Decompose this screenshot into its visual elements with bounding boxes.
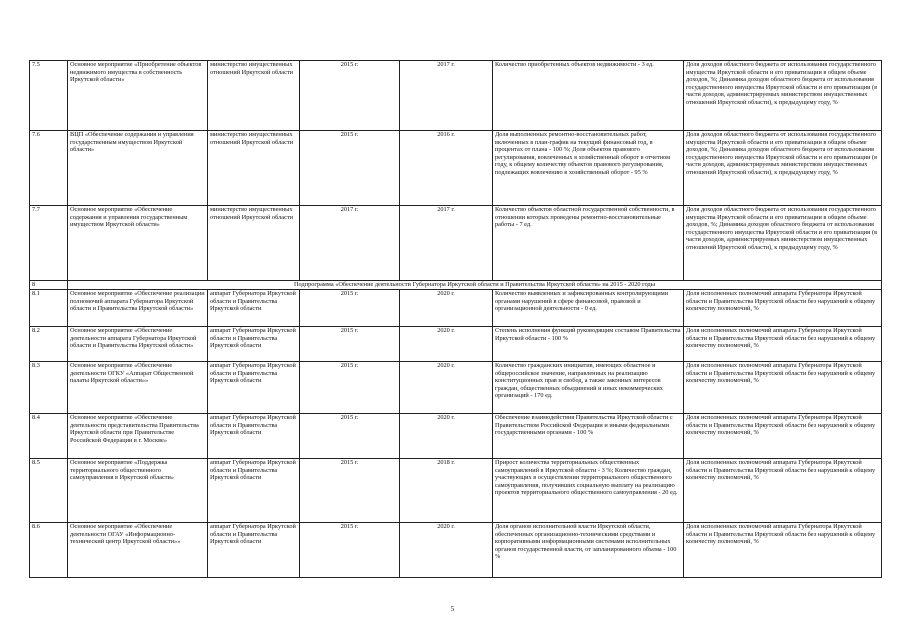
- executor: аппарат Губернатора Иркутской области и Правительства Иркутской области: [208, 362, 300, 414]
- activity-name: Основное мероприятие «Приобретение объектов недвижимого имущества в собственность Иркутской области»: [68, 61, 208, 131]
- expected-result: Доля выполненных ремонтно-восстановительных работ, включенных в план-график на текущий финансовый год, в процентах от плана - 100 %; Доля объектов правового регулирования, вовлеченных в хозяйственный оборот в отчетном году, к общему количеству объектов правового регулирования, подлежащих вовлечению в хозяйственный оборот - 95 %: [493, 131, 684, 206]
- row-number: 8.4: [30, 414, 68, 459]
- row-number: 8.1: [30, 290, 68, 327]
- activity-name: Основное мероприятие «Обеспечение деятельности ОГАУ «Информационно-технический центр Иркутской области»»: [68, 523, 208, 578]
- activity-name: Основное мероприятие «Обеспечение деятельности представительства Правительства Иркутской области при Правительстве Российской Федерации в г. Москве»: [68, 414, 208, 459]
- target-indicator: Доля исполненных полномочий аппарата Губернатора Иркутской области и Правительства Иркутской области без нарушений к общему количеству полномочий, %: [684, 459, 882, 523]
- expected-result: Степень исполнения функций руководящим составом Правительства Иркутской области - 100 %: [493, 327, 684, 362]
- row-number: 8.2: [30, 327, 68, 362]
- program-table: [29, 60, 882, 578]
- activity-name: ВЦП «Обеспечение содержания и управления государственным имуществом Иркутской области»: [68, 131, 208, 206]
- expected-result: Прирост количества территориальных общественных самоуправлений в Иркутской области - 3 %; Количество граждан, участвующих в осуществлении территориального общественного самоуправления, получивших социальную выплату на реализацию проектов территориального общественного самоуправления - 20 ед.: [493, 459, 684, 523]
- executor: аппарат Губернатора Иркутской области и Правительства Иркутской области: [208, 459, 300, 523]
- table-row: [30, 362, 882, 414]
- target-indicator: Доля исполненных полномочий аппарата Губернатора Иркутской области и Правительства Иркутской области без нарушений к общему количеству полномочий, %: [684, 327, 882, 362]
- table-row: [30, 523, 882, 578]
- subprogram-row: [30, 281, 882, 290]
- start-year: 2017 г.: [300, 206, 400, 281]
- start-year: 2015 г.: [300, 327, 400, 362]
- subprogram-number: 8: [30, 281, 68, 290]
- row-number: 8.6: [30, 523, 68, 578]
- end-year: 2020 г.: [400, 523, 493, 578]
- executor: аппарат Губернатора Иркутской области и Правительства Иркутской области: [208, 290, 300, 327]
- start-year: 2015 г.: [300, 290, 400, 327]
- table-row: [30, 290, 882, 327]
- subprogram-title: Подпрограмма «Обеспечение деятельности Губернатора Иркутской области и Правительства Иркутской области» на 2015 - 2020 годы: [68, 281, 882, 290]
- target-indicator: Доля доходов областного бюджета от использования государственного имущества Иркутской области и его приватизации в общем объеме доходов, %; Динамика доходов областного бюджета от использования государственного имущества Иркутской области и его приватизации (в части доходов, администрируемых министерством имущественных отношений Иркутской области), к предыдущему году, %: [684, 206, 882, 281]
- table-row: [30, 206, 882, 281]
- activity-name: Основное мероприятие «Обеспечение деятельности аппарата Губернатора Иркутской области и Правительства Иркутской области»: [68, 327, 208, 362]
- executor: министерство имущественных отношений Иркутской области: [208, 206, 300, 281]
- target-indicator: Доля исполненных полномочий аппарата Губернатора Иркутской области и Правительства Иркутской области без нарушений к общему количеству полномочий, %: [684, 523, 882, 578]
- end-year: 2020 г.: [400, 362, 493, 414]
- page-number: 5: [450, 605, 455, 613]
- expected-result: Обеспечение взаимодействия Правительства Иркутской области с Правительством Российской Федерации и иными федеральными государственными органами - 100 %: [493, 414, 684, 459]
- row-number: 7.5: [30, 61, 68, 131]
- activity-name: Основное мероприятие «Обеспечение деятельности ОГКУ «Аппарат Общественной палаты Иркутской области»»: [68, 362, 208, 414]
- expected-result: Количество гражданских инициатив, имеющих областное и общероссийское значение, направленных на реализацию конституционных прав и свобод, а также законных интересов граждан, общественных объединений и иных некоммерческих организаций - 170 ед.: [493, 362, 684, 414]
- table-row: [30, 414, 882, 459]
- start-year: 2015 г.: [300, 362, 400, 414]
- expected-result: Доля органов исполнительной власти Иркутской области, обеспеченных организационно-техническими средствами и корпоративными информационными системами исполнительных органов государственной власти, от запланированного объема - 100 %: [493, 523, 684, 578]
- row-number: 7.6: [30, 131, 68, 206]
- target-indicator: Доля исполненных полномочий аппарата Губернатора Иркутской области и Правительства Иркутской области без нарушений к общему количеству полномочий, %: [684, 290, 882, 327]
- start-year: 2015 г.: [300, 523, 400, 578]
- start-year: 2015 г.: [300, 459, 400, 523]
- end-year: 2020 г.: [400, 414, 493, 459]
- target-indicator: Доля исполненных полномочий аппарата Губернатора Иркутской области и Правительства Иркутской области без нарушений к общему количеству полномочий, %: [684, 362, 882, 414]
- row-number: 7.7: [30, 206, 68, 281]
- expected-result: Количество объектов областной государственной собственности, в отношении которых проведены ремонтно-восстановительные работы - 7 ед.: [493, 206, 684, 281]
- table-row: [30, 61, 882, 131]
- executor: министерство имущественных отношений Иркутской области: [208, 131, 300, 206]
- row-number: 8.3: [30, 362, 68, 414]
- activity-name: Основное мероприятие «Обеспечение содержания и управления государственным имуществом Иркутской области»: [68, 206, 208, 281]
- executor: аппарат Губернатора Иркутской области и Правительства Иркутской области: [208, 414, 300, 459]
- target-indicator: Доля доходов областного бюджета от использования государственного имущества Иркутской области и его приватизации в общем объеме доходов, %; Динамика доходов областного бюджета от использования государственного имущества Иркутской области и его приватизации (в части доходов, администрируемых министерством имущественных отношений Иркутской области), к предыдущему году, %: [684, 61, 882, 131]
- expected-result: Количество приобретенных объектов недвижимости - 3 ед.: [493, 61, 684, 131]
- table-row: [30, 327, 882, 362]
- executor: аппарат Губернатора Иркутской области и Правительства Иркутской области: [208, 327, 300, 362]
- executor: министерство имущественных отношений Иркутской области: [208, 61, 300, 131]
- end-year: 2016 г.: [400, 131, 493, 206]
- activity-name: Основное мероприятие «Поддержка территориального общественного самоуправления в Иркутской области»: [68, 459, 208, 523]
- table-row: [30, 131, 882, 206]
- target-indicator: Доля исполненных полномочий аппарата Губернатора Иркутской области и Правительства Иркутской области без нарушений к общему количеству полномочий, %: [684, 414, 882, 459]
- activity-name: Основное мероприятие «Обеспечение реализации полномочий аппарата Губернатора Иркутской области и Правительства Иркутской области»: [68, 290, 208, 327]
- end-year: 2020 г.: [400, 327, 493, 362]
- end-year: 2017 г.: [400, 206, 493, 281]
- end-year: 2017 г.: [400, 61, 493, 131]
- start-year: 2015 г.: [300, 61, 400, 131]
- target-indicator: Доля доходов областного бюджета от использования государственного имущества Иркутской области и его приватизации в общем объеме доходов, %; Динамика доходов областного бюджета от использования государственного имущества Иркутской области и его приватизации (в части доходов, администрируемых министерством имущественных отношений Иркутской области), к предыдущему году, %: [684, 131, 882, 206]
- start-year: 2015 г.: [300, 414, 400, 459]
- table-row: [30, 459, 882, 523]
- start-year: 2015 г.: [300, 131, 400, 206]
- row-number: 8.5: [30, 459, 68, 523]
- executor: аппарат Губернатора Иркутской области и Правительства Иркутской области: [208, 523, 300, 578]
- expected-result: Количество выявленных и зафиксированных контролирующими органами нарушений в сфере финансовой, правовой и организационной деятельности - 0 ед.: [493, 290, 684, 327]
- end-year: 2018 г.: [400, 459, 493, 523]
- end-year: 2020 г.: [400, 290, 493, 327]
